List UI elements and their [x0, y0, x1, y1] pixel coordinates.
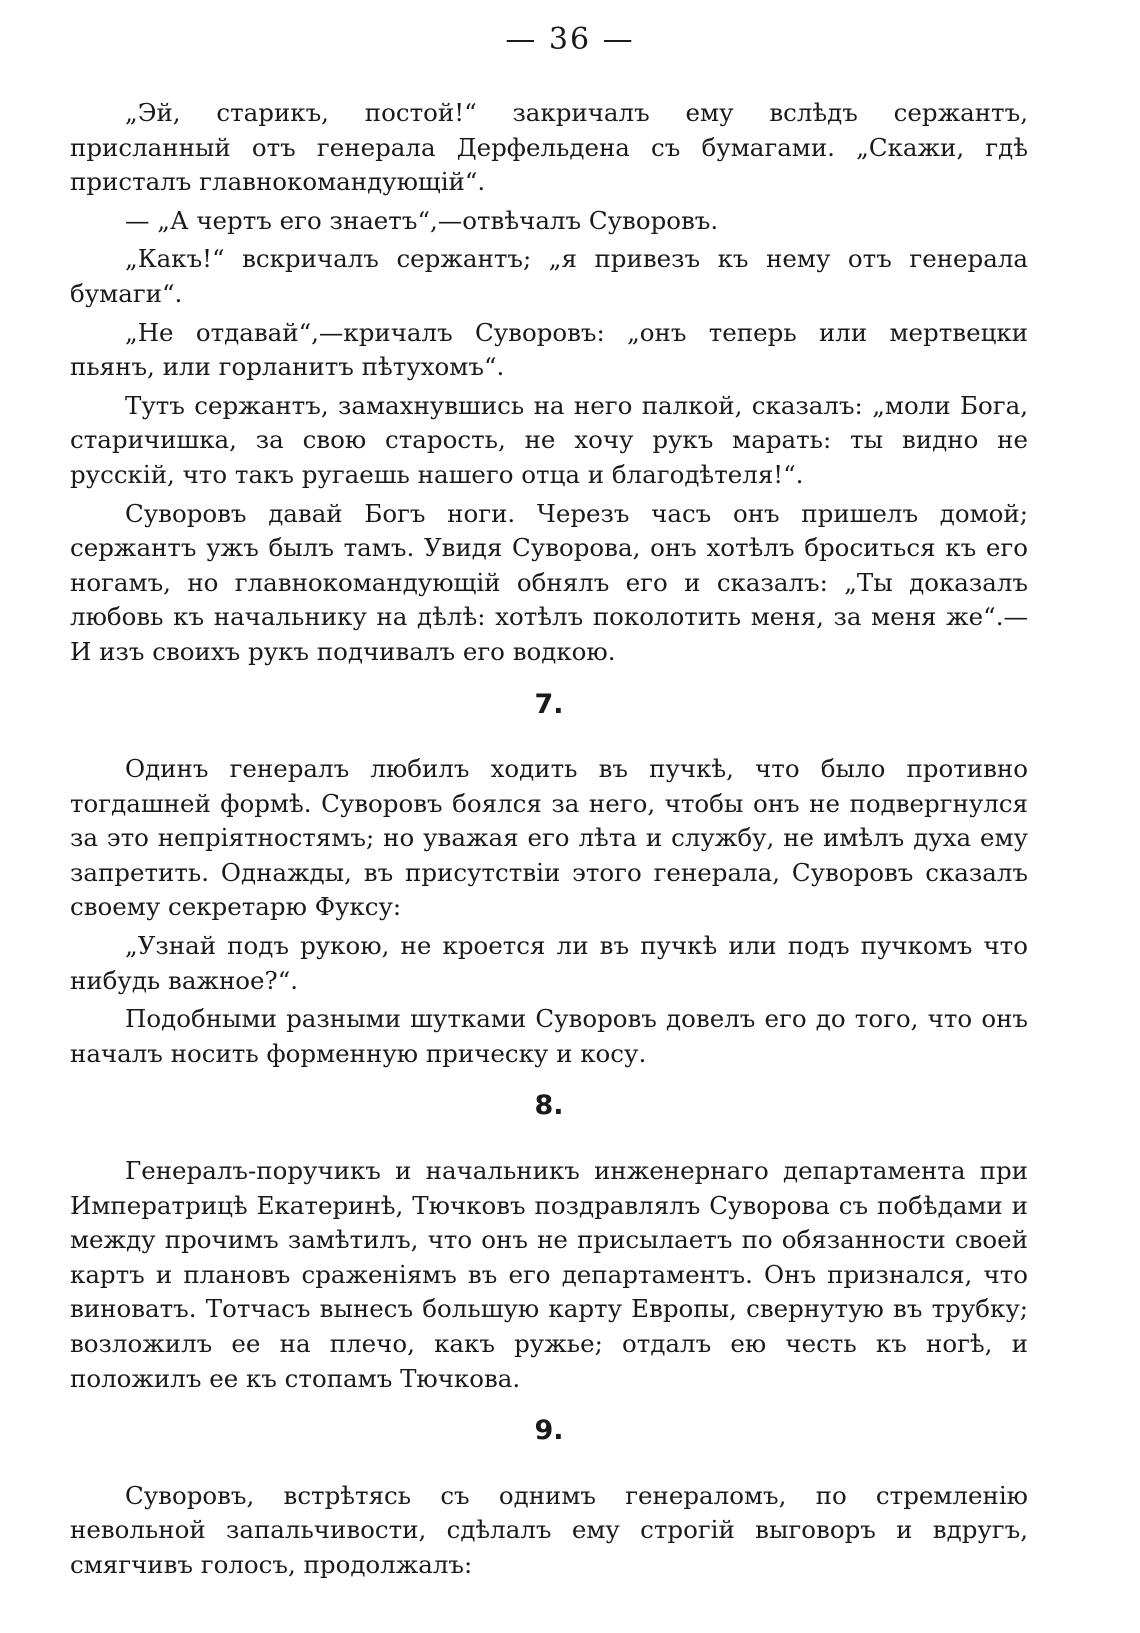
- section-number: 9.: [534, 1415, 564, 1447]
- paragraph: Одинъ генералъ любилъ ходить въ пучкѣ, что было противно тогдашней формѣ. Суворовъ боялся за него, чтобы онъ не подвергнулся за это непріятностямъ; но уважая его лѣта и службу, не имѣлъ духа ему запретить. Однажды, въ присутствіи этого генерала, Суворовъ сказалъ своему секретарю Фуксу:: [70, 754, 1028, 922]
- section-number: 8.: [534, 1090, 564, 1122]
- paragraph: — „А чертъ его знаетъ“,—отвѣчалъ Суворовъ.: [125, 205, 719, 235]
- anecdote-7: [70, 688, 1028, 1072]
- paragraph: „Не отдавай“,—кричалъ Суворовъ: „онъ теперь или мертвецки пьянъ, или горланитъ пѣтухомъ“.: [70, 317, 1028, 382]
- paragraph: Суворовъ, встрѣтясь съ однимъ генераломъ, по стремленію невольной запальчивости, сдѣлалъ ему строгій выговоръ и вдругъ, смягчивъ голосъ, продолжалъ:: [70, 1480, 1028, 1579]
- paragraph: Суворовъ давай Богъ ноги. Черезъ часъ онъ пришелъ домой; сержантъ ужъ былъ тамъ. Увидя Суворова, онъ хотѣлъ броситься къ его ногамъ, но главнокомандующій обнялъ его и сказалъ: „Ты доказалъ любовь къ начальнику на дѣлѣ: хотѣлъ поколотить меня, за меня же“.—И изъ своихъ рукъ подчивалъ его водкою.: [70, 498, 1028, 666]
- page-number: — 36 —: [505, 22, 635, 57]
- paragraph: „Узнай подъ рукою, не кроется ли въ пучкѣ или подъ пучкомъ что нибудь важное?“.: [70, 931, 1028, 995]
- anecdote-8: [70, 1089, 1028, 1396]
- paragraph: „Какъ!“ вскричалъ сержантъ; „я привезъ къ нему отъ генерала бумаги“.: [70, 244, 1028, 308]
- paragraph: Генералъ-поручикъ и начальникъ инженернаго департамента при Императрицѣ Екатеринѣ, Тючковъ поздравлялъ Суворова съ побѣдами и между прочимъ замѣтилъ, что онъ не присылаетъ по обязанности своей картъ и плановъ сраженіямъ въ его департаментъ. Онъ признался, что виноватъ. Тотчасъ вынесъ большую карту Европы, свернутую въ трубку; возложилъ ее на плечо, какъ ружье; отдалъ ею честь къ ногѣ, и положилъ ее къ стопамъ Тючкова.: [70, 1156, 1028, 1393]
- page-body: [70, 96, 1028, 1587]
- paragraph: Подобными разными шутками Суворовъ довелъ его до того, что онъ началъ носить форменную прическу и косу.: [70, 1004, 1028, 1068]
- anecdote-6-continuation: [70, 96, 1028, 670]
- paragraph: „Эй, старикъ, постой!“ закричалъ ему вслѣдъ сержантъ, присланный отъ генерала Дерфельдена съ бумагами. „Скажи, гдѣ присталъ главнокомандующій“.: [70, 98, 1028, 197]
- paragraph: Тутъ сержантъ, замахнувшись на него палкой, сказалъ: „моли Бога, старичишка, за свою старость, не хочу рукъ марать: ты видно не русскій, что такъ ругаешь нашего отца и благодѣтеля!“.: [70, 390, 1028, 489]
- section-number: 7.: [534, 688, 564, 720]
- anecdote-9: [70, 1414, 1028, 1582]
